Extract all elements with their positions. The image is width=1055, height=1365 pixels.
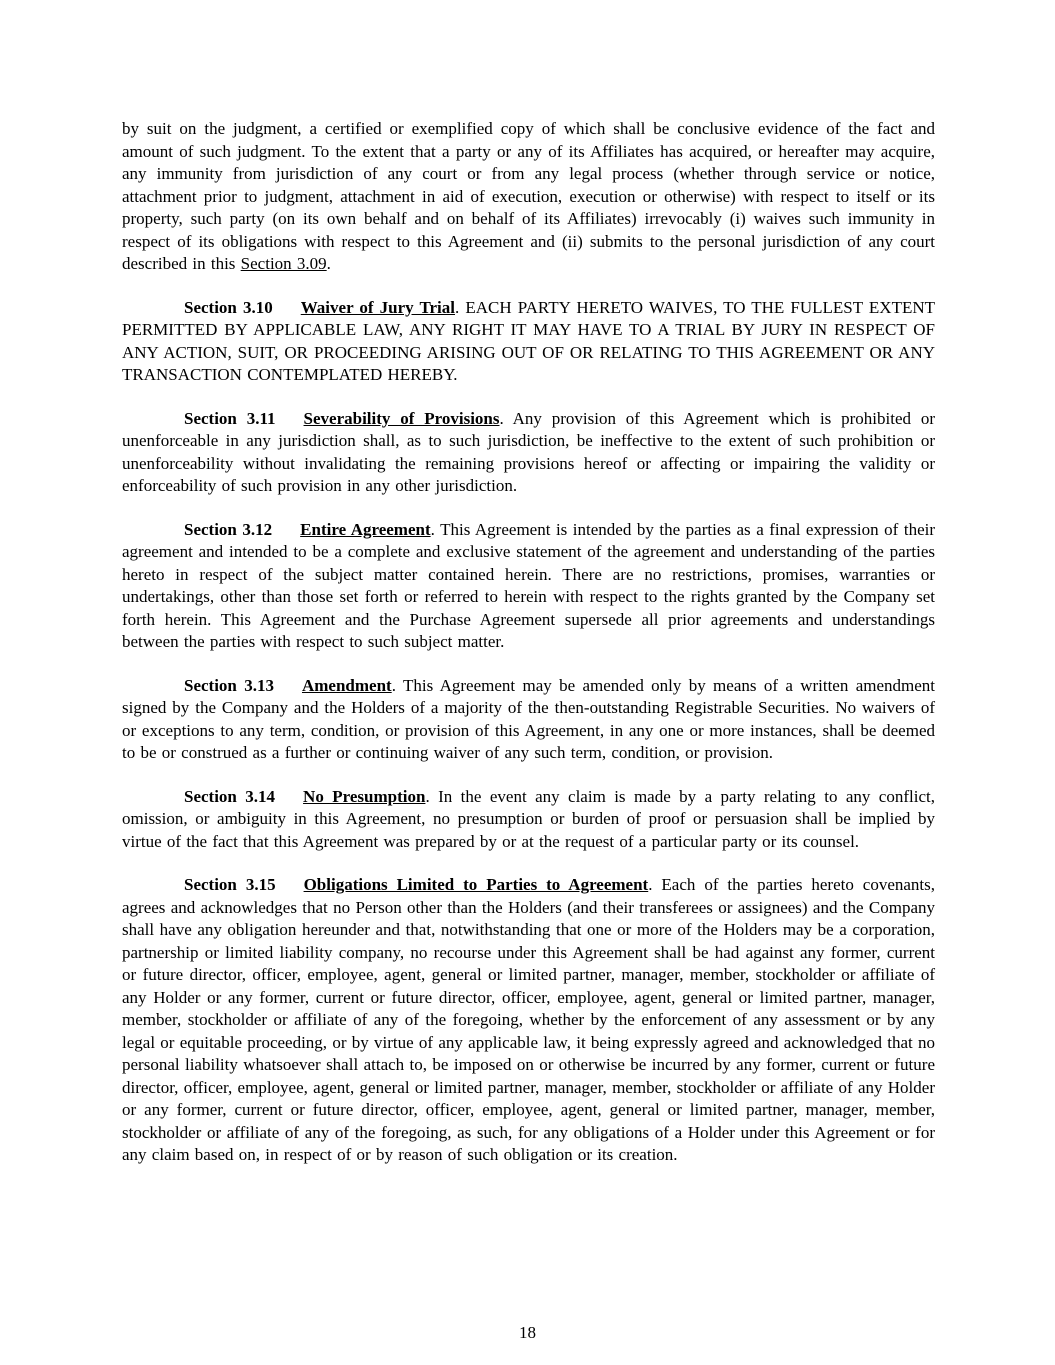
cross-reference-section-3-09: Section 3.09 (240, 254, 327, 273)
section-label: Section 3.12 (184, 519, 273, 539)
section-3-15-paragraph (122, 874, 935, 1167)
page-content (122, 118, 935, 1167)
section-label: Section 3.13 (184, 675, 274, 695)
section-body: . Each of the parties hereto covenants, agrees and acknowledges that no Person other than the Holders (and their transferees or assignees) and the Company shall have any obligation hereunder and that, notwithstanding that one or more of the Holders may be a corporation, partnership or limited liability company, no recourse under this Agreement shall be had against any former, current or future director, officer, employee, agent, general or limited partner, manager, member, stockholder or affiliate of any Holder or any former, current or future director, officer, employee, agent, general or limited partner, manager, member, stockholder or affiliate of any of the foregoing, whether by the enforcement of any assessment or by any legal or equitable proceeding, or by virtue of any applicable law, it being expressly agreed and acknowledged that no personal liability whatsoever shall attach to, be imposed on or otherwise be incurred by any former, current or future director, officer, employee, agent, general or limited partner, manager, member, stockholder or affiliate of any Holder or any former, current or future director, officer, employee, agent, general or limited partner, manager, member, stockholder or affiliate of any of the foregoing, as such, for any obligations of a Holder under this Agreement or for any claim based on, in respect of or by reason of such obligation or its creation. (122, 875, 936, 1164)
section-title: Severability of Provisions (303, 408, 500, 428)
section-body: . In the event any claim is made by a party relating to any conflict, omission, or ambiguity in this Agreement, no presumption or burden of proof or persuasion shall be implied by virtue of the fact that this Agreement was prepared by or at the request of a particular party or its counsel. (122, 786, 935, 851)
continuation-text: by suit on the judgment, a certified or exemplified copy of which shall be conclusive evidence of the fact and amount of such judgment. To the extent that a party or any of its Affiliates has acquired, or hereafter may acquire, any immunity from jurisdiction of any court or from any legal process (whether through service or notice, attachment prior to judgment, attachment in aid of execution, execution or otherwise) with respect to itself or its property, such party (on its own behalf and on behalf of its Affiliates) irrevocably (i) waives such immunity in respect of its obligations with respect to this Agreement and (ii) submits to the personal jurisdiction of any court described in this (122, 119, 935, 273)
section-3-14-paragraph (122, 786, 935, 854)
section-title: Waiver of Jury Trial (300, 297, 456, 317)
section-body: . Any provision of this Agreement which is prohibited or unenforceable in any jurisdiction shall, as to such jurisdiction, be ineffective to the extent of such prohibition or unenforceability without invalidating the remaining provisions hereof or affecting or impairing the validity or enforceability of such provision in any other jurisdiction. (122, 408, 935, 495)
section-title: No Presumption (303, 786, 426, 806)
section-3-12-paragraph (122, 519, 935, 654)
continuation-text-after: . (326, 254, 331, 273)
section-3-10-paragraph (122, 297, 935, 387)
page-footer (0, 1322, 1055, 1345)
section-3-11-paragraph (122, 408, 935, 498)
section-label: Section 3.15 (184, 875, 276, 894)
continuation-paragraph (122, 118, 935, 276)
section-title: Entire Agreement (300, 519, 431, 539)
section-title: Amendment (301, 675, 392, 695)
section-3-13-paragraph (122, 675, 935, 765)
section-label: Section 3.10 (184, 297, 273, 317)
section-body: . This Agreement is intended by the parties as a final expression of their agreement and intended to be a complete and exclusive statement of the agreement and understanding of the parties hereto in respect of the subject matter contained herein. There are no restrictions, promises, warranties or undertakings, other than those set forth or referred to herein with respect to the rights granted by the Company set forth herein. This Agreement and the Purchase Agreement supersede all prior agreements and understandings between the parties with respect to such subject matter. (122, 519, 935, 651)
section-label: Section 3.11 (184, 408, 276, 428)
section-title: Obligations Limited to Parties to Agreement (303, 875, 649, 894)
section-label: Section 3.14 (184, 786, 276, 806)
section-body: . EACH PARTY HERETO WAIVES, TO THE FULLEST EXTENT PERMITTED BY APPLICABLE LAW, ANY RIGHT IT MAY HAVE TO A TRIAL BY JURY IN RESPECT OF ANY ACTION, SUIT, OR PROCEEDING ARISING OUT OF OR RELATING TO THIS AGREEMENT OR ANY TRANSACTION CONTEMPLATED HEREBY. (122, 297, 935, 384)
section-body: . This Agreement may be amended only by means of a written amendment signed by the Company and the Holders of a majority of the then-outstanding Registrable Securities. No waivers of or exceptions to any term, condition, or provision of this Agreement, in any one or more instances, shall be deemed to be or construed as a further or continuing waiver of any such term, condition, or provision. (122, 675, 935, 762)
page-number: 18 (519, 1323, 536, 1342)
